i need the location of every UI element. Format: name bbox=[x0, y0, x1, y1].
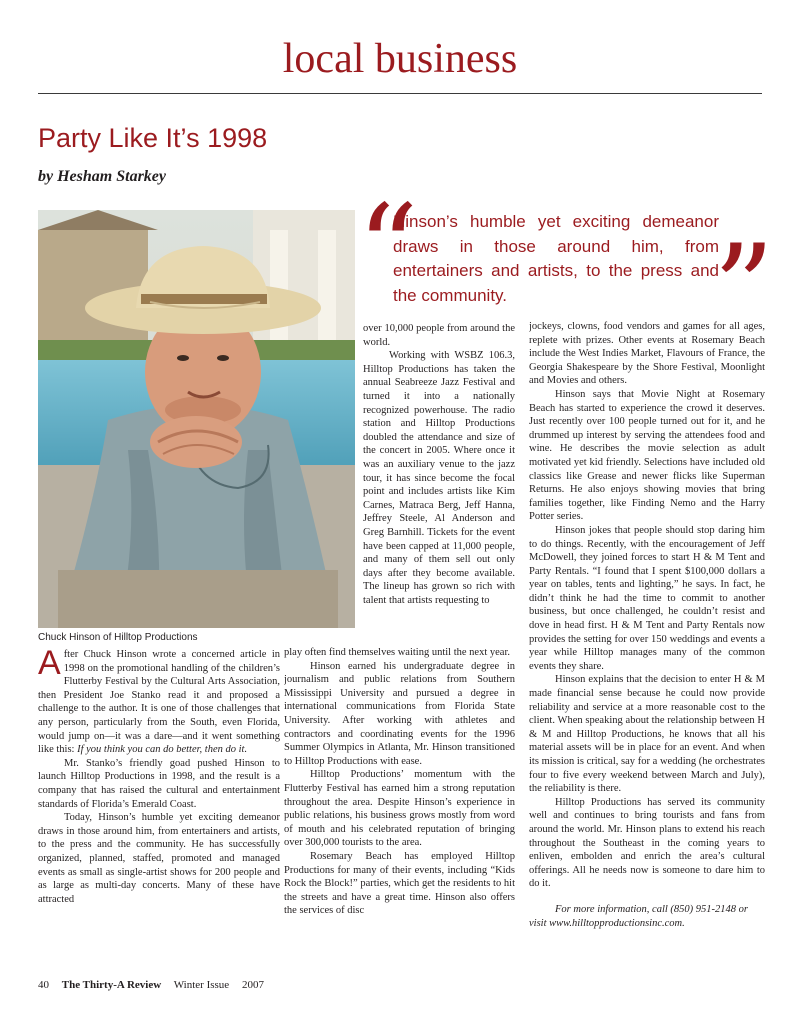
page-number: 40 bbox=[38, 979, 49, 991]
column-2-top bbox=[363, 322, 515, 646]
drop-cap: A bbox=[38, 648, 61, 682]
paragraph: jockeys, clowns, food vendors and games for all ages, replete with prizes. Other events at Rosemary Beach include the West Indies Market, Flavours of France, the Georgia Shakespeare by the Shore Festival, Moonlight and Movies and others. bbox=[529, 321, 765, 387]
close-quote-mark: ” bbox=[713, 220, 775, 359]
column-1 bbox=[38, 648, 280, 973]
article-photo bbox=[38, 210, 355, 628]
column-3 bbox=[529, 320, 765, 960]
column-2 bbox=[284, 646, 515, 956]
paragraph: Working with WSBZ 106.3, Hilltop Productions has taken the annual Seabreeze Jazz Festival and turned it into a nationally recognized powerhouse. The radio station and Hilltop Productions doubled the attendance and size of the concert in 2005. Where once it was an auxiliary venue to the jazz tour, it has since become the focal point and includes artists like Kim Carnes, Matraca Berg, Jeff Hanna, Jeffrey Steele, Al Anderson and Greg Barnhill. Tickets for the event have been capped at 11,000 people, and many of them sell out only days after they become available. The lineup has grown so rich with talent that artists requesting to bbox=[363, 350, 515, 606]
open-quote-mark: “ bbox=[357, 180, 419, 319]
paragraph: Hilltop Productions has served its community well and continues to bring tourists and fans from around the world. Mr. Hinson plans to extend his reach throughout the Southeast in the coming years to enliven, embolden and enrich the area’s cultural offerings. All he needs now is someone to dare him to do it. bbox=[529, 796, 765, 890]
article-headline: Party Like It’s 1998 bbox=[38, 123, 268, 153]
paragraph: Hinson explains that the decision to enter H & M made financial sense because he could now provide reliability and service at a more reasonable cost to the client. When speaking about the relationship between H & M and Hilltop Productions, he knows that all his material assets will be in place for an event. And when its mission is critical, say for a wedding (he orchestrates four to five every weekend between March and July), the reliability is there. bbox=[529, 674, 765, 795]
paragraph: Rosemary Beach has employed Hilltop Productions for many of their events, including “Kids Rock the Block!” parties, which get the residents to hit the streets and have a great time. Hinson also offers the services of disc bbox=[284, 850, 515, 917]
paragraph: Hilltop Productions’ momentum with the Flutterby Festival has earned him a strong reputation throughout the area. Despite Hinson’s experience in public relations, his business grows mostly from word of mouth and his celebrated reputation of bringing over 300,000 tourists to the area. bbox=[284, 769, 515, 849]
paragraph: Hinson jokes that people should stop daring him to do things. Recently, with the encouragement of Jeff McDowell, they joined forces to start H & M Tent and Party Rentals. “I found that I spent $100,000 dollars a year on tables, tents and lighting,” he says. In fact, he didn’t think he had the time to commit to another business, but once challenged, he couldn’t resist and dove in head first. H & M Tent and Party Rentals now provides the setting for over 150 weddings and events a year while Hilltop manages many of the common events they share. bbox=[529, 524, 765, 672]
paragraph: Hinson says that Movie Night at Rosemary Beach has started to experience the crowd it deserves. Just recently over 100 people turned out for it, and he drummed up interest by serving the attendees food and wine. He describes the movie selection as adult motivated yet kid friendly. Selections have included old classics like Grease and newer flicks like Superman Returns. He also enjoys showing movies that bring families together, like Finding Nemo and the Harry Potter series. bbox=[529, 388, 765, 523]
paragraph: Hinson earned his undergraduate degree in journalism and public relations from Southern Mississippi University and pursued a degree in international communications from Florida State University. After working with athletes and contractors and coordinating events for the 1996 Summer Olympics in Atlanta, Mr. Hinson transitioned to Hilltop Productions with ease. bbox=[284, 660, 515, 767]
paragraph: Mr. Stanko’s friendly goad pushed Hinson to launch Hilltop Productions in 1998, and the result is a company that has raised the cultural and entertainment standards of Florida’s Emerald Coast. bbox=[38, 757, 280, 810]
paragraph: play often find themselves waiting until the next year. bbox=[284, 647, 510, 658]
photo-caption: Chuck Hinson of Hilltop Productions bbox=[38, 632, 198, 643]
page-footer bbox=[38, 979, 274, 991]
publication-name: The Thirty-A Review bbox=[61, 979, 162, 991]
issue-name: Winter Issue bbox=[173, 979, 230, 991]
paragraph: After Chuck Hinson wrote a concerned article in 1998 on the promotional handling of the children’s Flutterby Festival by the Cultural Arts Association, then President Joe Stanko read it and proposed a challenge to the author. It is one of those challenges that any person, particularly from the South, even Florida, would jump on—it was a dare—and it went something like this: If you think you can do better, then do it. bbox=[38, 648, 280, 756]
contact-info: For more information, call (850) 951-2148 or visit www.hilltopproductionsinc.com. bbox=[529, 903, 748, 929]
article-byline: by Hesham Starkey bbox=[38, 168, 166, 185]
paragraph: Today, Hinson’s humble yet exciting demeanor draws in those around him, from entertainers and artists, to the press and the community. He has successfully organized, planned, staffed, promoted and managed events as small as single-artist shows for 200 people and as large as multi-day concerts. Many of these have attracted bbox=[38, 812, 280, 905]
section-title: local business bbox=[282, 36, 518, 82]
section-divider bbox=[38, 93, 762, 94]
italic-quote: If you think you can do better, then do it. bbox=[77, 744, 248, 756]
portrait-illustration bbox=[38, 210, 355, 628]
issue-year: 2007 bbox=[241, 979, 264, 991]
paragraph: over 10,000 people from around the world. bbox=[363, 323, 515, 348]
pull-quote-text: Hinson’s humble yet exciting demeanor draws in those around him, from entertainers and artists, to the press and the community. bbox=[393, 212, 719, 305]
